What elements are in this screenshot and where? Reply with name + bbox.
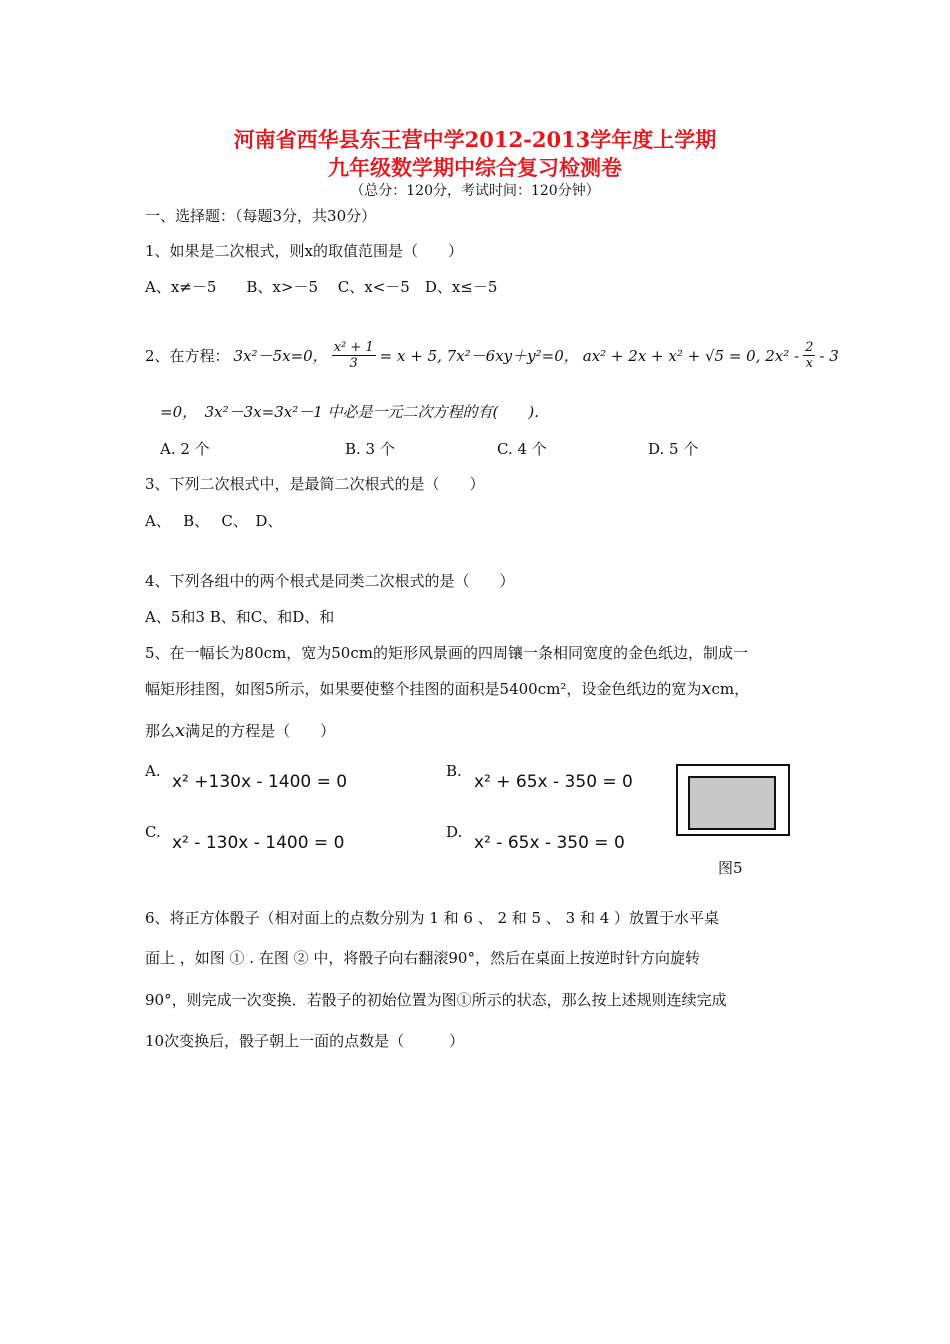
question-1-options: A、x≠－5 B、x>－5 C、x<－5 D、x≤－5 [145,278,498,296]
question-5-line2 [145,678,749,699]
fraction-2-denominator: x [805,356,813,371]
figure-5-painting [688,776,776,830]
figure-5-caption: 图5 [718,859,743,877]
question-5-option-c-label: C. [145,823,161,841]
question-5-option-a-label: A. [145,762,161,780]
question-2-lead: 2、在方程： [145,347,230,365]
question-5-option-b: x² + 65x - 350 = 0 [474,772,633,792]
question-4-stem: 4、下列各组中的两个根式是同类二次根式的是（ ） [145,572,515,590]
question-5-line1: 5、在一幅长为80cm，宽为50cm的矩形风景画的四周镶一条相同宽度的金色纸边，制成一 [145,644,748,662]
question-1-stem: 1、如果是二次根式，则x的取值范围是（ ） [145,242,464,260]
question-5-line2-unit: cm， [711,680,750,698]
question-2-eq3: ax² + 2x + x² + √5 = 0, 2x² - [582,346,800,365]
question-6-line3: 90°，则完成一次变换．若骰子的初始位置为图①所示的状态，那么按上述规则连续完成 [145,991,727,1009]
question-2-option-c: C. 4 个 [497,440,547,458]
question-2-option-b: B. 3 个 [345,440,395,458]
exam-title-line1: 河南省西华县东王营中学2012-2013学年度上学期 [233,127,717,152]
question-2-line2: =0， 3x²－3x=3x²－1 中必是一元二次方程的有( ). [160,403,540,421]
question-2-eq3-tail: - 3 [819,346,839,365]
fraction-numerator: x² + 1 [333,340,374,355]
fraction-2-numerator: 2 [805,340,814,355]
question-2-eq1: 3x²－5x=0， [233,347,328,365]
question-5-option-a: x² +130x - 1400 = 0 [172,772,348,792]
question-6-line2: 面上 ，如图 ① . 在图 ② 中，将骰子向右翻滚90°，然后在桌面上按逆时针方向旋转 [145,949,700,967]
question-5-line3-text: 那么 [145,722,176,740]
question-2-option-a: A. 2 个 [160,440,210,458]
question-5-option-d-label: D. [446,823,463,841]
fraction-denominator: 3 [349,356,358,371]
variable-x: x [701,678,712,699]
question-5-option-b-label: B. [446,762,462,780]
question-6-line4: 10次变换后，骰子朝上一面的点数是（ ） [145,1032,465,1050]
question-3-options: A、 B、 C、 D、 [145,512,283,530]
question-5-line3-tail: 满足的方程是（ ） [185,722,336,740]
question-3-stem: 3、下列二次根式中，是最简二次根式的是（ ） [145,475,485,493]
question-2-eq2: = x + 5, 7x²－6xy＋y²=0， [379,347,579,365]
variable-x: x [175,720,186,741]
question-5-option-c: x² - 130x - 1400 = 0 [172,833,345,853]
question-6-line1: 6、将正方体骰子（相对面上的点数分别为 1 和 6 、 2 和 5 、 3 和 4 ）放置于水平桌 [145,909,720,927]
question-2-line1 [145,340,839,371]
section-heading: 一、选择题：（每题3分，共30分） [145,207,377,225]
exam-title-line2: 九年级数学期中综合复习检测卷 [328,155,622,180]
question-5-line2-text: 幅矩形挂图，如图5所示，如果要使整个挂图的面积是5400cm²，设金色纸边的宽为 [145,680,702,698]
question-2-option-d: D. 5 个 [648,440,699,458]
question-5-line3 [145,720,335,741]
exam-subtitle: （总分：120分，考试时间：120分钟） [350,183,600,199]
question-5-option-d: x² - 65x - 350 = 0 [474,833,625,853]
question-2-fraction-2 [803,340,815,371]
question-4-options: A、5和3 B、和C、和D、和 [145,608,335,626]
question-2-fraction [332,340,376,371]
